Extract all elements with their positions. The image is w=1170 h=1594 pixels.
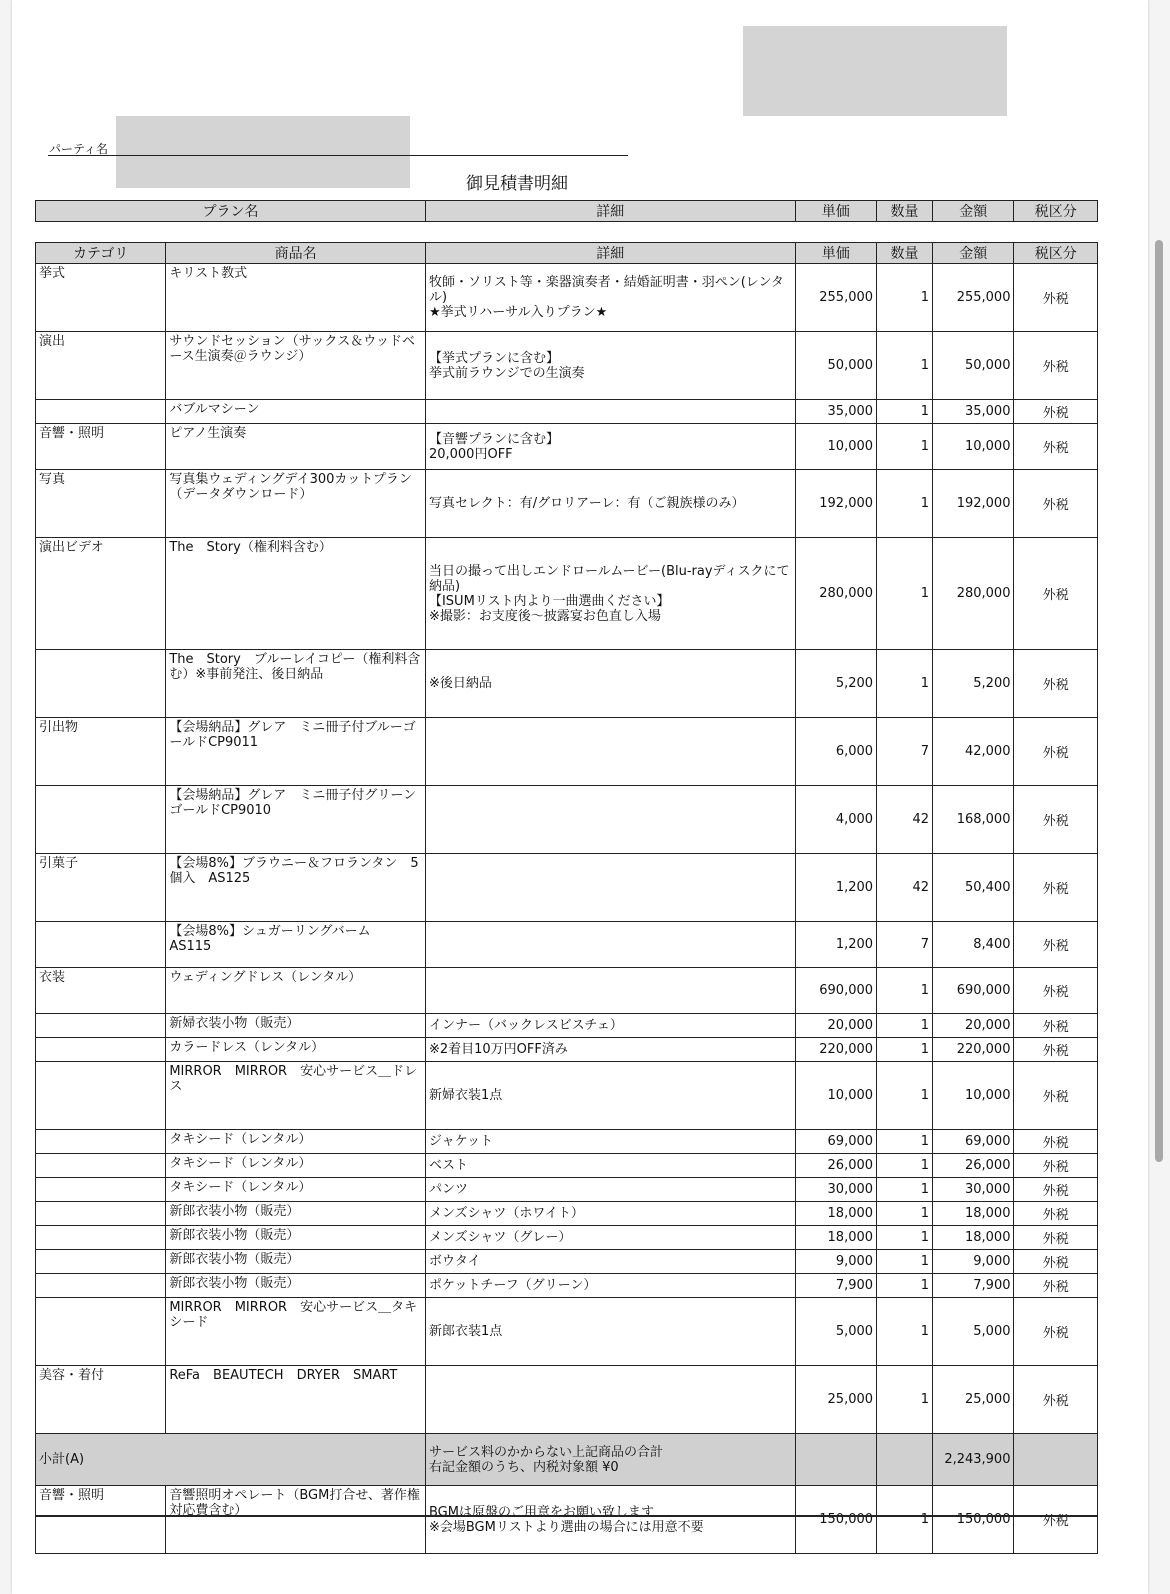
table-row xyxy=(36,400,1098,424)
quantity-cell: 1 xyxy=(877,1038,933,1062)
amount-cell: 150,000 xyxy=(933,1486,1014,1554)
party-name-label: パーティ名 xyxy=(49,142,109,156)
product-name-cell: 【会場納品】グレア ミニ冊子付ブルーゴールドCP9011 xyxy=(166,718,426,786)
subtotal-detail: サービス料のかからない上記商品の合計 右記金額のうち、内税対象額 ¥0 xyxy=(425,1434,795,1486)
category-cell: 音響・照明 xyxy=(36,1486,166,1554)
category-cell: 引出物 xyxy=(36,718,166,786)
unit-price-cell: 1,200 xyxy=(795,922,876,968)
amount-cell: 255,000 xyxy=(933,264,1014,332)
tax-type-cell: 外税 xyxy=(1014,264,1098,332)
unit-price-cell: 30,000 xyxy=(795,1178,876,1202)
unit-price-cell: 192,000 xyxy=(795,470,876,538)
detail-cell xyxy=(425,854,795,922)
tax-type-cell: 外税 xyxy=(1014,968,1098,1014)
amount-cell: 10,000 xyxy=(933,1062,1014,1130)
category-cell: 挙式 xyxy=(36,264,166,332)
subtotal-label: 小計(A) xyxy=(36,1434,426,1486)
amount-cell: 7,900 xyxy=(933,1274,1014,1298)
header-tax-type: 税区分 xyxy=(1014,243,1098,264)
product-name-cell: バブルマシーン xyxy=(166,400,426,424)
category-cell xyxy=(36,400,166,424)
category-cell xyxy=(36,1038,166,1062)
amount-cell: 9,000 xyxy=(933,1250,1014,1274)
category-cell xyxy=(36,1062,166,1130)
tax-type-cell: 外税 xyxy=(1014,1366,1098,1434)
product-name-cell: MIRROR MIRROR 安心サービス＿ドレス xyxy=(166,1062,426,1130)
quantity-cell: 42 xyxy=(877,786,933,854)
quantity-cell: 1 xyxy=(877,1366,933,1434)
subtotal-price-empty xyxy=(795,1434,876,1486)
quantity-cell: 1 xyxy=(877,1014,933,1038)
tax-type-cell: 外税 xyxy=(1014,1486,1098,1554)
amount-cell: 25,000 xyxy=(933,1366,1014,1434)
unit-price-cell: 6,000 xyxy=(795,718,876,786)
category-cell xyxy=(36,1014,166,1038)
table-row xyxy=(36,1014,1098,1038)
category-cell xyxy=(36,1274,166,1298)
quantity-cell: 1 xyxy=(877,1274,933,1298)
tax-type-cell: 外税 xyxy=(1014,1154,1098,1178)
detail-cell: ボウタイ xyxy=(425,1250,795,1274)
product-name-cell: The Story ブルーレイコピー（権利料含む）※事前発注、後日納品 xyxy=(166,650,426,718)
subtotal-tax-empty xyxy=(1014,1434,1098,1486)
detail-cell: ※2着目10万円OFF済み xyxy=(425,1038,795,1062)
detail-cell xyxy=(425,1366,795,1434)
subtotal-row xyxy=(36,1434,1098,1486)
product-name-cell: 新郎衣装小物（販売） xyxy=(166,1226,426,1250)
quantity-cell: 42 xyxy=(877,854,933,922)
amount-cell: 5,200 xyxy=(933,650,1014,718)
tax-type-cell: 外税 xyxy=(1014,400,1098,424)
unit-price-cell: 280,000 xyxy=(795,538,876,650)
table-row xyxy=(36,1274,1098,1298)
detail-cell xyxy=(425,718,795,786)
plan-header-row xyxy=(36,201,1098,222)
scrollbar-thumb[interactable] xyxy=(1155,240,1163,1162)
document-title: 御見積書明細 xyxy=(466,174,568,194)
detail-cell: 【音響プランに含む】 20,000円OFF xyxy=(425,424,795,470)
unit-price-cell: 18,000 xyxy=(795,1202,876,1226)
tax-type-cell: 外税 xyxy=(1014,1202,1098,1226)
product-name-cell: 写真集ウェディングデイ300カットプラン（データダウンロード） xyxy=(166,470,426,538)
quantity-cell: 1 xyxy=(877,470,933,538)
header-product-name: 商品名 xyxy=(166,243,426,264)
detail-cell: インナー（バックレスビスチェ） xyxy=(425,1014,795,1038)
unit-price-cell: 5,000 xyxy=(795,1298,876,1366)
quantity-cell: 1 xyxy=(877,1226,933,1250)
amount-cell: 20,000 xyxy=(933,1014,1014,1038)
amount-cell: 168,000 xyxy=(933,786,1014,854)
amount-cell: 8,400 xyxy=(933,922,1014,968)
table-row xyxy=(36,1250,1098,1274)
detail-cell: ベスト xyxy=(425,1154,795,1178)
category-cell xyxy=(36,786,166,854)
amount-cell: 690,000 xyxy=(933,968,1014,1014)
unit-price-cell: 18,000 xyxy=(795,1226,876,1250)
category-cell xyxy=(36,1250,166,1274)
quantity-cell: 1 xyxy=(877,424,933,470)
category-cell: 美容・着付 xyxy=(36,1366,166,1434)
tax-type-cell: 外税 xyxy=(1014,538,1098,650)
table-row xyxy=(36,264,1098,332)
party-name-underline xyxy=(48,155,628,156)
items-table xyxy=(35,242,1098,1554)
product-name-cell: ウェディングドレス（レンタル） xyxy=(166,968,426,1014)
quantity-cell: 7 xyxy=(877,718,933,786)
amount-cell: 50,400 xyxy=(933,854,1014,922)
detail-cell: 写真セレクト：有/グロリアーレ：有（ご親族様のみ） xyxy=(425,470,795,538)
table-row xyxy=(36,922,1098,968)
amount-cell: 50,000 xyxy=(933,332,1014,400)
table-row xyxy=(36,1154,1098,1178)
header-tax-type: 税区分 xyxy=(1014,201,1098,222)
amount-cell: 18,000 xyxy=(933,1202,1014,1226)
table-bottom-border xyxy=(35,1515,1098,1517)
quantity-cell: 1 xyxy=(877,538,933,650)
tax-type-cell: 外税 xyxy=(1014,1038,1098,1062)
unit-price-cell: 255,000 xyxy=(795,264,876,332)
category-cell xyxy=(36,1226,166,1250)
quantity-cell: 1 xyxy=(877,332,933,400)
table-row xyxy=(36,854,1098,922)
table-row xyxy=(36,1062,1098,1130)
unit-price-cell: 25,000 xyxy=(795,1366,876,1434)
redacted-block xyxy=(743,26,1007,116)
detail-cell: メンズシャツ（グレー） xyxy=(425,1226,795,1250)
amount-cell: 69,000 xyxy=(933,1130,1014,1154)
amount-cell: 10,000 xyxy=(933,424,1014,470)
category-cell xyxy=(36,1178,166,1202)
detail-cell: 牧師・ソリスト等・楽器演奏者・結婚証明書・羽ペン(レンタル) ★挙式リハーサル入りプラン★ xyxy=(425,264,795,332)
unit-price-cell: 5,200 xyxy=(795,650,876,718)
unit-price-cell: 150,000 xyxy=(795,1486,876,1554)
product-name-cell: タキシード（レンタル） xyxy=(166,1178,426,1202)
category-cell: 写真 xyxy=(36,470,166,538)
unit-price-cell: 10,000 xyxy=(795,1062,876,1130)
category-cell xyxy=(36,1298,166,1366)
detail-cell xyxy=(425,400,795,424)
detail-cell: ジャケット xyxy=(425,1130,795,1154)
category-cell xyxy=(36,1130,166,1154)
table-row xyxy=(36,332,1098,400)
amount-cell: 192,000 xyxy=(933,470,1014,538)
category-cell xyxy=(36,1202,166,1226)
header-category: カテゴリ xyxy=(36,243,166,264)
detail-cell: 【挙式プランに含む】 挙式前ラウンジでの生演奏 xyxy=(425,332,795,400)
category-cell: 演出ビデオ xyxy=(36,538,166,650)
product-name-cell: サウンドセッション（サックス＆ウッドベース生演奏＠ラウンジ） xyxy=(166,332,426,400)
tax-type-cell: 外税 xyxy=(1014,332,1098,400)
product-name-cell: 音響照明オペレート（BGM打合せ、著作権対応費含む） xyxy=(166,1486,426,1554)
quantity-cell: 1 xyxy=(877,1298,933,1366)
quantity-cell: 1 xyxy=(877,264,933,332)
tax-type-cell: 外税 xyxy=(1014,1014,1098,1038)
tax-type-cell: 外税 xyxy=(1014,1062,1098,1130)
unit-price-cell: 10,000 xyxy=(795,424,876,470)
header-unit-price: 単価 xyxy=(795,201,876,222)
product-name-cell: 【会場納品】グレア ミニ冊子付グリーンゴールドCP9010 xyxy=(166,786,426,854)
quantity-cell: 7 xyxy=(877,922,933,968)
amount-cell: 26,000 xyxy=(933,1154,1014,1178)
tax-type-cell: 外税 xyxy=(1014,1250,1098,1274)
table-row xyxy=(36,538,1098,650)
quantity-cell: 1 xyxy=(877,400,933,424)
table-row xyxy=(36,1178,1098,1202)
amount-cell: 35,000 xyxy=(933,400,1014,424)
product-name-cell: 新郎衣装小物（販売） xyxy=(166,1274,426,1298)
detail-cell: 新郎衣装1点 xyxy=(425,1298,795,1366)
header-detail: 詳細 xyxy=(425,243,795,264)
table-row xyxy=(36,1038,1098,1062)
header-unit-price: 単価 xyxy=(795,243,876,264)
header-quantity: 数量 xyxy=(877,243,933,264)
table-row xyxy=(36,1486,1098,1554)
category-cell: 引菓子 xyxy=(36,854,166,922)
amount-cell: 18,000 xyxy=(933,1226,1014,1250)
product-name-cell: タキシード（レンタル） xyxy=(166,1154,426,1178)
quantity-cell: 1 xyxy=(877,1250,933,1274)
table-row xyxy=(36,718,1098,786)
product-name-cell: 新郎衣装小物（販売） xyxy=(166,1202,426,1226)
product-name-cell: 新婦衣装小物（販売） xyxy=(166,1014,426,1038)
detail-cell xyxy=(425,786,795,854)
tax-type-cell: 外税 xyxy=(1014,718,1098,786)
header-plan-name: プラン名 xyxy=(36,201,426,222)
category-cell: 演出 xyxy=(36,332,166,400)
unit-price-cell: 69,000 xyxy=(795,1130,876,1154)
amount-cell: 5,000 xyxy=(933,1298,1014,1366)
product-name-cell: 新郎衣装小物（販売） xyxy=(166,1250,426,1274)
category-cell xyxy=(36,922,166,968)
unit-price-cell: 1,200 xyxy=(795,854,876,922)
vertical-scrollbar[interactable] xyxy=(1152,0,1164,1594)
header-detail: 詳細 xyxy=(425,201,795,222)
header-amount: 金額 xyxy=(933,243,1014,264)
detail-cell: BGMは原盤のご用意をお願い致します ※会場BGMリストより選曲の場合には用意不要 xyxy=(425,1486,795,1554)
unit-price-cell: 220,000 xyxy=(795,1038,876,1062)
product-name-cell: ピアノ生演奏 xyxy=(166,424,426,470)
quantity-cell: 1 xyxy=(877,1130,933,1154)
tax-type-cell: 外税 xyxy=(1014,1298,1098,1366)
product-name-cell: MIRROR MIRROR 安心サービス＿タキシード xyxy=(166,1298,426,1366)
table-row xyxy=(36,1366,1098,1434)
amount-cell: 42,000 xyxy=(933,718,1014,786)
tax-type-cell: 外税 xyxy=(1014,922,1098,968)
product-name-cell: キリスト教式 xyxy=(166,264,426,332)
table-row xyxy=(36,1130,1098,1154)
unit-price-cell: 35,000 xyxy=(795,400,876,424)
category-cell xyxy=(36,1154,166,1178)
product-name-cell: タキシード（レンタル） xyxy=(166,1130,426,1154)
quantity-cell: 1 xyxy=(877,1202,933,1226)
quantity-cell: 1 xyxy=(877,1486,933,1554)
tax-type-cell: 外税 xyxy=(1014,1274,1098,1298)
detail-cell: 当日の撮って出しエンドロールムービー(Blu-rayディスクにて納品) 【ISUMリスト内より一曲選曲ください】 ※撮影：お支度後～披露宴お色直し入場 xyxy=(425,538,795,650)
plan-table xyxy=(35,200,1098,222)
detail-cell: ※後日納品 xyxy=(425,650,795,718)
product-name-cell: ReFa BEAUTECH DRYER SMART xyxy=(166,1366,426,1434)
tax-type-cell: 外税 xyxy=(1014,786,1098,854)
unit-price-cell: 690,000 xyxy=(795,968,876,1014)
amount-cell: 30,000 xyxy=(933,1178,1014,1202)
product-name-cell: The Story（権利料含む） xyxy=(166,538,426,650)
amount-cell: 280,000 xyxy=(933,538,1014,650)
unit-price-cell: 7,900 xyxy=(795,1274,876,1298)
detail-cell xyxy=(425,968,795,1014)
quantity-cell: 1 xyxy=(877,968,933,1014)
tax-type-cell: 外税 xyxy=(1014,424,1098,470)
unit-price-cell: 4,000 xyxy=(795,786,876,854)
category-cell: 衣装 xyxy=(36,968,166,1014)
items-header-row xyxy=(36,243,1098,264)
table-row xyxy=(36,1226,1098,1250)
tax-type-cell: 外税 xyxy=(1014,1130,1098,1154)
subtotal-qty-empty xyxy=(877,1434,933,1486)
product-name-cell: 【会場8%】シュガーリングバーム AS115 xyxy=(166,922,426,968)
tax-type-cell: 外税 xyxy=(1014,650,1098,718)
tax-type-cell: 外税 xyxy=(1014,470,1098,538)
unit-price-cell: 26,000 xyxy=(795,1154,876,1178)
detail-cell: メンズシャツ（ホワイト） xyxy=(425,1202,795,1226)
table-row xyxy=(36,968,1098,1014)
table-row xyxy=(36,786,1098,854)
quantity-cell: 1 xyxy=(877,1154,933,1178)
table-row xyxy=(36,1298,1098,1366)
amount-cell: 220,000 xyxy=(933,1038,1014,1062)
unit-price-cell: 50,000 xyxy=(795,332,876,400)
header-quantity: 数量 xyxy=(877,201,933,222)
table-row xyxy=(36,650,1098,718)
redacted-party-name xyxy=(116,116,410,188)
product-name-cell: カラードレス（レンタル） xyxy=(166,1038,426,1062)
table-row xyxy=(36,1202,1098,1226)
header-amount: 金額 xyxy=(933,201,1014,222)
tax-type-cell: 外税 xyxy=(1014,854,1098,922)
category-cell xyxy=(36,650,166,718)
detail-cell: パンツ xyxy=(425,1178,795,1202)
product-name-cell: 【会場8%】ブラウニー＆フロランタン 5個入 AS125 xyxy=(166,854,426,922)
table-row xyxy=(36,470,1098,538)
detail-cell: 新婦衣装1点 xyxy=(425,1062,795,1130)
quantity-cell: 1 xyxy=(877,1178,933,1202)
tax-type-cell: 外税 xyxy=(1014,1178,1098,1202)
unit-price-cell: 9,000 xyxy=(795,1250,876,1274)
table-row xyxy=(36,424,1098,470)
category-cell: 音響・照明 xyxy=(36,424,166,470)
tax-type-cell: 外税 xyxy=(1014,1226,1098,1250)
detail-cell xyxy=(425,922,795,968)
quantity-cell: 1 xyxy=(877,650,933,718)
subtotal-amount: 2,243,900 xyxy=(933,1434,1014,1486)
detail-cell: ポケットチーフ（グリーン） xyxy=(425,1274,795,1298)
unit-price-cell: 20,000 xyxy=(795,1014,876,1038)
quantity-cell: 1 xyxy=(877,1062,933,1130)
